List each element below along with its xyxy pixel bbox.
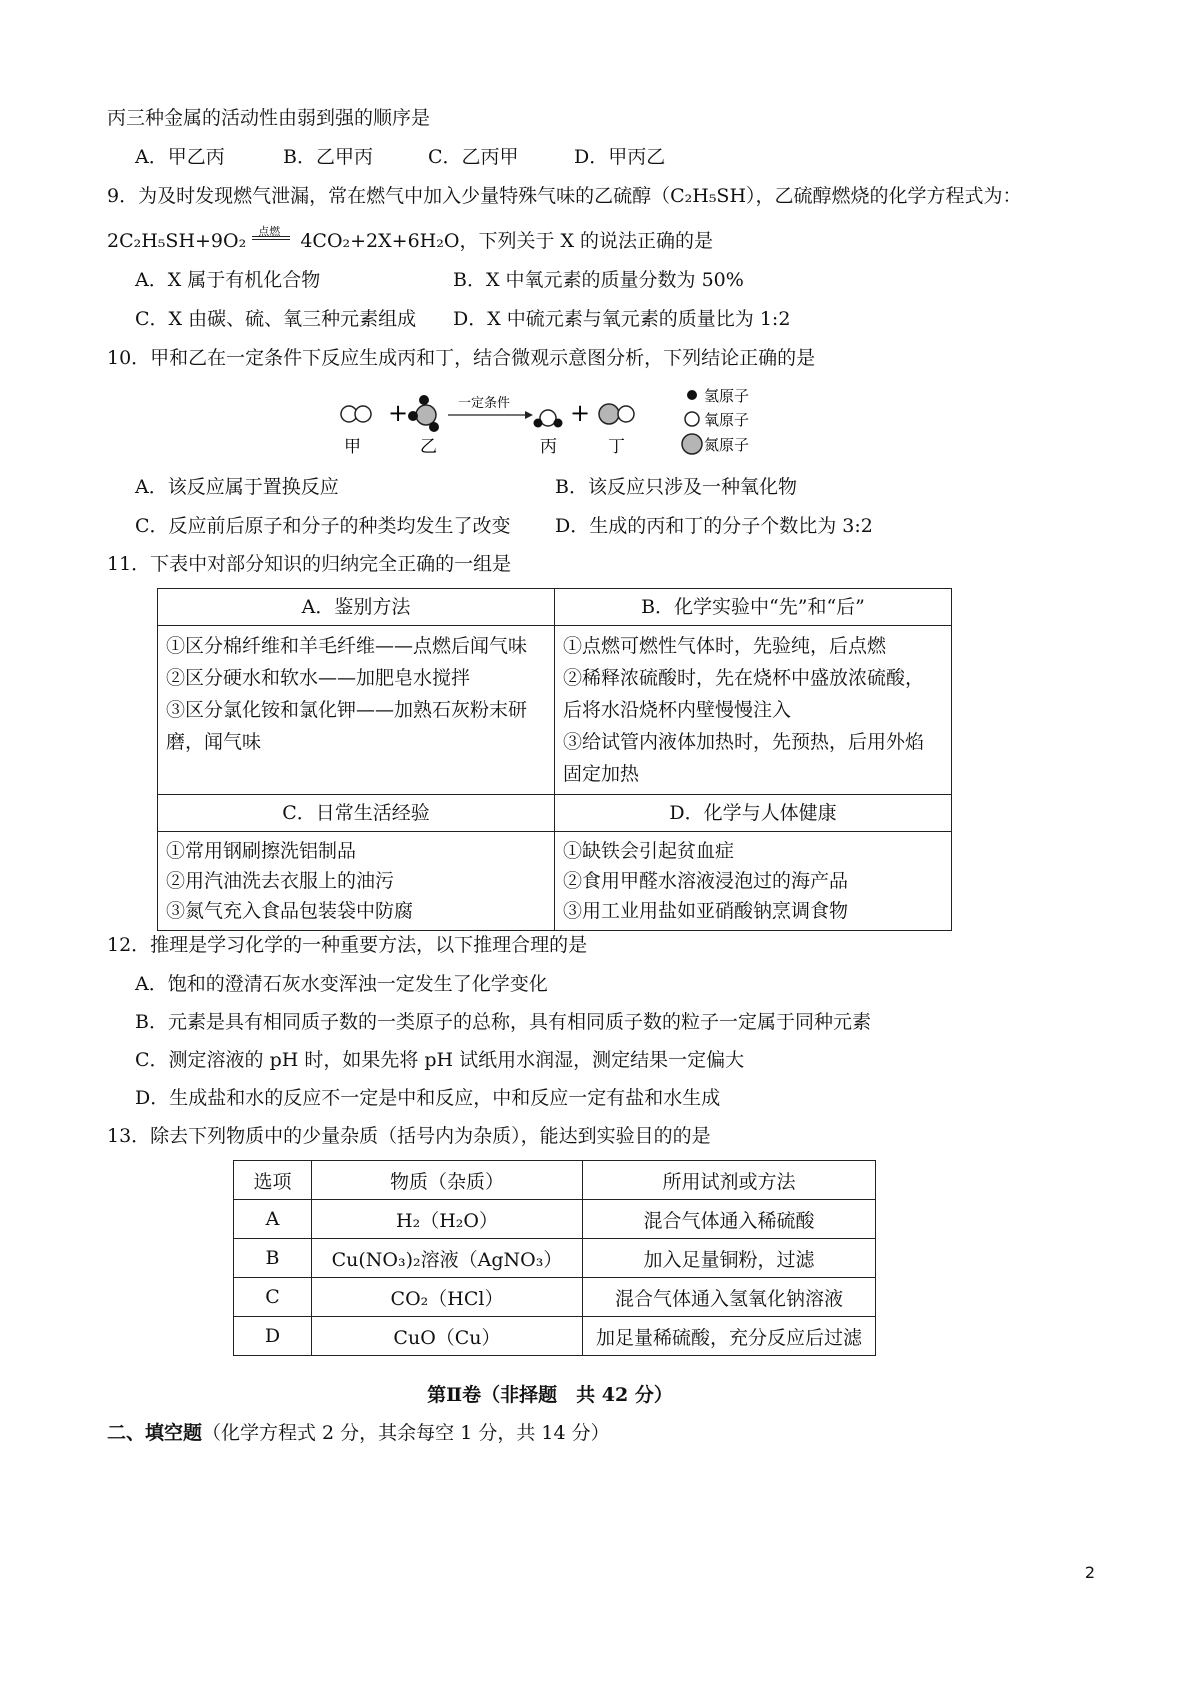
q12-stem: 12．推理是学习化学的一种重要方法，以下推理合理的是 <box>107 934 588 956</box>
equation-right: 4CO₂+2X+6H₂O，下列关于 X 的说法正确的是 <box>300 230 714 252</box>
cell-c-body <box>158 832 555 931</box>
reaction-arrow <box>252 225 294 253</box>
row-a-method: 混合气体通入稀硫酸 <box>583 1200 876 1239</box>
molecule-ding <box>599 404 634 424</box>
cell-b-body <box>555 626 952 795</box>
cell-b-head: B．化学实验中“先”和“后” <box>555 589 952 626</box>
row-c-option: C <box>234 1278 312 1317</box>
row-a-option: A <box>234 1200 312 1239</box>
reaction-condition: 点燃 <box>258 225 281 238</box>
cell-a-head: A．鉴别方法 <box>158 589 555 626</box>
arrow-head <box>525 411 533 419</box>
row-c-substance: CO₂（HCl） <box>312 1278 583 1317</box>
row-a-substance: H₂（H₂O） <box>312 1200 583 1239</box>
th-method: 所用试剂或方法 <box>583 1161 876 1200</box>
q10-option-d: D．生成的丙和丁的分子个数比为 3:2 <box>555 515 873 537</box>
q13-table <box>233 1160 876 1356</box>
q9-equation <box>107 225 714 253</box>
arrow-label: 一定条件 <box>458 396 511 411</box>
q9-stem: 9．为及时发现燃气泄漏，常在燃气中加入少量特殊气味的乙硫醇（C₂H₅SH），乙硫醇燃烧的化学方程式为： <box>107 185 1022 207</box>
q10-option-b: B．该反应只涉及一种氧化物 <box>555 476 797 498</box>
page-number: 2 <box>1084 1563 1095 1582</box>
q8-option-c: C．乙丙甲 <box>428 146 519 168</box>
q12-option-d: D．生成盐和水的反应不一定是中和反应，中和反应一定有盐和水生成 <box>135 1087 721 1109</box>
d-item-2: ②食用甲醛水溶液浸泡过的海产品 <box>563 870 849 892</box>
q9-option-d: D．X 中硫元素与氧元素的质量比为 1:2 <box>453 308 791 330</box>
q8-option-b: B．乙甲丙 <box>283 146 373 168</box>
q12-option-b: B．元素是具有相同质子数的一类原子的总称，具有相同质子数的粒子一定属于同种元素 <box>135 1011 871 1033</box>
row-c-method: 混合气体通入氢氧化钠溶液 <box>583 1278 876 1317</box>
q12-option-a: A．饱和的澄清石灰水变浑浊一定发生了化学变化 <box>135 973 548 995</box>
row-d-substance: CuO（Cu） <box>312 1317 583 1356</box>
plus-sign: + <box>388 399 409 427</box>
equation-left: 2C₂H₅SH+9O₂ <box>107 230 247 252</box>
th-option: 选项 <box>234 1161 312 1200</box>
molecule-bing <box>534 410 563 428</box>
q12-option-c: C．测定溶液的 pH 时，如果先将 pH 试纸用水润湿，测定结果一定偏大 <box>135 1049 745 1071</box>
section2-title: 第Ⅱ卷（非择题 共 42 分） <box>427 1384 673 1406</box>
row-b-substance: Cu(NO₃)₂溶液（AgNO₃） <box>312 1239 583 1278</box>
q9-option-a: A．X 属于有机化合物 <box>135 269 321 291</box>
table-row <box>234 1200 876 1239</box>
c-item-3: ③氮气充入食品包装袋中防腐 <box>166 900 414 922</box>
legend <box>682 387 749 454</box>
q13-stem: 13．除去下列物质中的少量杂质（括号内为杂质），能达到实验目的的是 <box>107 1125 711 1147</box>
a-item-3-cont: 磨，闻气味 <box>166 731 262 753</box>
b-item-2-cont: 后将水沿烧杯内壁慢慢注入 <box>563 699 792 721</box>
row-d-method: 加足量稀硫酸，充分反应后过滤 <box>583 1317 876 1356</box>
cell-d-body <box>555 832 952 931</box>
b-item-3: ③给试管内液体加热时，先预热，后用外焰 <box>563 731 925 753</box>
b-item-1: ①点燃可燃性气体时，先验纯，后点燃 <box>563 635 887 657</box>
q9-option-c: C．X 由碳、硫、氧三种元素组成 <box>135 308 417 330</box>
legend-oxygen-icon <box>685 412 699 426</box>
d-item-3: ③用工业用盐如亚硝酸钠烹调食物 <box>563 900 849 922</box>
fill-in-note: （化学方程式 2 分，其余每空 1 分，共 14 分） <box>202 1422 610 1444</box>
legend-nitrogen-icon <box>682 434 702 454</box>
molecule-jia <box>341 406 371 422</box>
q11-stem: 11．下表中对部分知识的归纳完全正确的一组是 <box>107 553 512 575</box>
c-item-2: ②用汽油洗去衣服上的油污 <box>166 870 395 892</box>
cell-a-body <box>158 626 555 795</box>
molecule-yi <box>408 395 439 432</box>
q10-option-a: A．该反应属于置换反应 <box>135 476 339 498</box>
a-item-3: ③区分氯化铵和氯化钾——加熟石灰粉末研 <box>166 699 528 721</box>
q8-option-a: A．甲乙丙 <box>135 146 225 168</box>
cell-d-head: D．化学与人体健康 <box>555 795 952 832</box>
b-item-3-cont: 固定加热 <box>563 763 640 785</box>
reaction-micro-diagram <box>330 382 770 462</box>
legend-oxygen: 氧原子 <box>704 411 750 429</box>
label-bing: 丙 <box>540 437 557 457</box>
table-row <box>234 1239 876 1278</box>
label-ding: 丁 <box>608 437 625 457</box>
row-b-option: B <box>234 1239 312 1278</box>
q8-stem-tail: 丙三种金属的活动性由弱到强的顺序是 <box>107 107 431 129</box>
a-item-1: ①区分棉纤维和羊毛纤维——点燃后闻气味 <box>166 635 528 657</box>
q11-knowledge-table <box>157 588 952 931</box>
a-item-2: ②区分硬水和软水——加肥皂水搅拌 <box>166 667 471 689</box>
plus-sign-2: + <box>570 399 591 427</box>
row-b-method: 加入足量铜粉，过滤 <box>583 1239 876 1278</box>
q8-option-d: D．甲丙乙 <box>574 146 666 168</box>
q9-option-b: B．X 中氧元素的质量分数为 50% <box>453 269 744 291</box>
table-row <box>234 1278 876 1317</box>
row-d-option: D <box>234 1317 312 1356</box>
b-item-2: ②稀释浓硫酸时，先在烧杯中盛放浓硫酸， <box>563 667 925 689</box>
legend-nitrogen: 氮原子 <box>704 436 750 454</box>
q10-option-c: C．反应前后原子和分子的种类均发生了改变 <box>135 515 511 537</box>
q10-stem: 10．甲和乙在一定条件下反应生成丙和丁，结合微观示意图分析，下列结论正确的是 <box>107 347 816 369</box>
c-item-1: ①常用钢刷擦洗铝制品 <box>166 840 357 862</box>
fill-in-title: 二、填空题 <box>107 1422 203 1444</box>
label-yi: 乙 <box>420 437 437 457</box>
d-item-1: ①缺铁会引起贫血症 <box>563 840 735 862</box>
th-substance: 物质（杂质） <box>312 1161 583 1200</box>
table-row <box>234 1317 876 1356</box>
cell-c-head: C．日常生活经验 <box>158 795 555 832</box>
fill-in-heading <box>107 1421 610 1445</box>
label-jia: 甲 <box>344 437 361 457</box>
legend-hydrogen-icon <box>687 390 697 400</box>
legend-hydrogen: 氢原子 <box>704 387 750 405</box>
